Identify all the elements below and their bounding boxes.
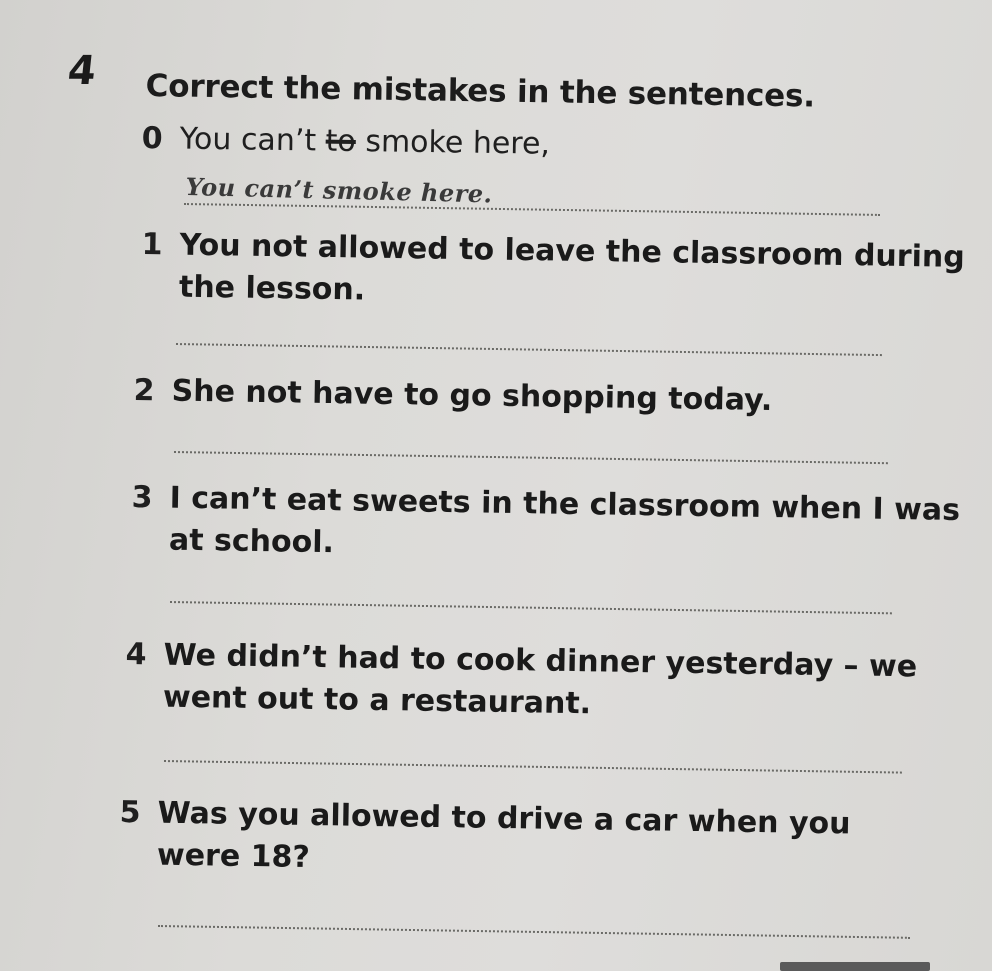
answer-line-3[interactable] — [170, 601, 892, 614]
sentence-1-line2: the lesson. — [178, 269, 366, 308]
answer-line-5[interactable] — [158, 925, 910, 939]
page-edge-strip — [780, 962, 930, 971]
sentence-4 — [125, 634, 918, 730]
sentence-3-number: 3 — [131, 479, 153, 516]
sentence-2-number: 2 — [133, 372, 155, 409]
sentence-5-number: 5 — [119, 794, 141, 831]
answer-line-2[interactable] — [174, 451, 888, 464]
sentence-3 — [131, 477, 961, 574]
example-text-before: You can’t — [179, 121, 326, 159]
sentence-4-number: 4 — [125, 636, 147, 673]
sentence-5 — [119, 792, 851, 887]
sentence-3-line1: I can’t eat sweets in the classroom when I was — [169, 480, 961, 529]
example-text-after: smoke here, — [355, 123, 551, 162]
exercise-instruction: Correct the mistakes in the sentences. — [145, 68, 816, 115]
example-sentence — [141, 118, 550, 166]
sentence-1-number: 1 — [141, 226, 163, 263]
example-struck-word: to — [325, 123, 357, 159]
sentence-4-line2: went out to a restaurant. — [162, 679, 592, 722]
example-answer-handwriting: You can’t smoke here. — [185, 172, 493, 209]
sentence-4-line1: We didn’t had to cook dinner yesterday – we — [163, 637, 918, 685]
example-answer-line — [184, 203, 880, 216]
sentence-5-line1: Was you allowed to drive a car when you — [157, 795, 851, 842]
example-number: 0 — [141, 120, 163, 157]
sentence-1-line1: You not allowed to leave the classroom during — [179, 227, 965, 275]
sentence-5-line2: were 18? — [156, 837, 311, 875]
sentence-1 — [141, 224, 965, 321]
sentence-2-line1: She not have to go shopping today. — [171, 373, 773, 419]
sentence-2 — [133, 370, 772, 422]
answer-line-1[interactable] — [176, 343, 882, 356]
sentence-3-line2: at school. — [168, 522, 335, 561]
answer-line-4[interactable] — [164, 760, 902, 774]
exercise-number: 4 — [65, 48, 99, 94]
